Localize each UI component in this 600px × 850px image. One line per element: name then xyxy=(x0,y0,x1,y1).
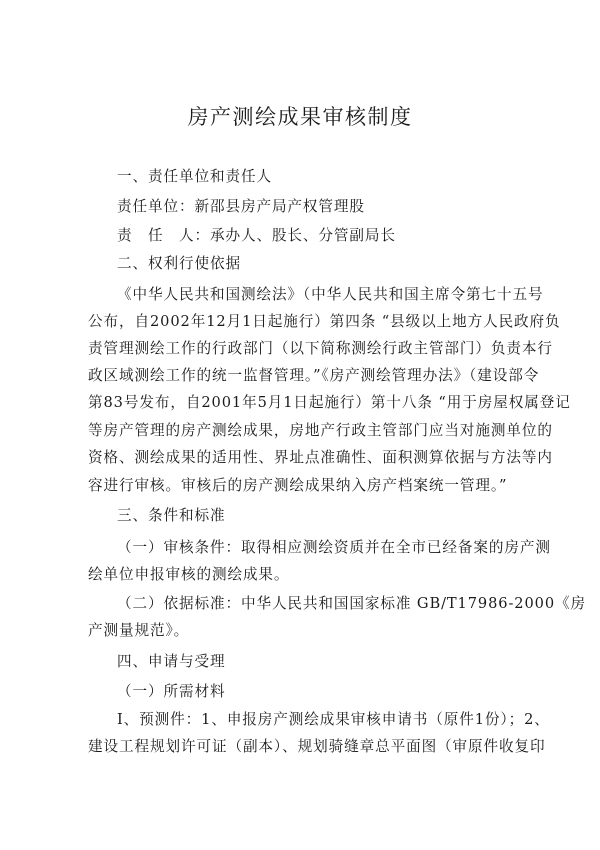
section-heading-responsibility: 一、责任单位和责任人 xyxy=(117,168,272,185)
paragraph-line: 等房产管理的房产测绘成果，房地产行政主管部门应当对施测单位的 xyxy=(88,422,553,439)
paragraph-line: 责 任 人：承办人、股长、分管副局长 xyxy=(117,227,396,244)
paragraph-line: 建设工程规划许可证（副本）、规划骑缝章总平面图（审原件收复印 xyxy=(88,738,546,755)
paragraph-line: 容进行审核。审核后的房产测绘成果纳入房产档案统一管理。” xyxy=(88,477,508,494)
paragraph-line: 《中华人民共和国测绘法》（中华人民共和国主席令第七十五号 xyxy=(117,286,544,303)
paragraph-line: （一）审核条件：取得相应测绘资质并在全市已经备案的房产测 xyxy=(117,539,551,556)
document-title: 房产测绘成果审核制度 xyxy=(187,105,413,129)
section-heading-application: 四、申请与受理 xyxy=(117,653,226,670)
paragraph-line: 责任单位：新邵县房产局产权管理股 xyxy=(117,198,365,215)
paragraph-line: 资格、测绘成果的适用性、界址点准确性、面积测算依据与方法等内 xyxy=(88,449,553,466)
paragraph-line: 第83号发布，自2001年5月1日起施行）第十八条 “用于房屋权属登记 xyxy=(88,394,571,411)
paragraph-line: （二）依据标准：中华人民共和国国家标准 GB/T17986-2000《房 xyxy=(117,595,587,612)
paragraph-line: 责管理测绘工作的行政部门（以下简称测绘行政主管部门）负责本行 xyxy=(88,340,553,357)
section-heading-basis: 二、权利行使依据 xyxy=(117,255,241,272)
paragraph-line: 绘单位申报审核的测绘成果。 xyxy=(88,566,290,583)
paragraph-line: 产测量规范》。 xyxy=(88,622,190,639)
subsection-heading-materials: （一）所需材料 xyxy=(117,683,226,700)
paragraph-line: 公布，自2002年12月1日起施行）第四条 “县级以上地方人民政府负 xyxy=(88,313,561,330)
paragraph-line: Ⅰ、预测件：1、申报房产测绘成果审核申请书（原件1份）；2、 xyxy=(117,711,550,728)
paragraph-line: 政区域测绘工作的统一监督管理。”《房产测绘管理办法》（建设部令 xyxy=(88,367,540,384)
section-heading-conditions: 三、条件和标准 xyxy=(117,507,226,524)
